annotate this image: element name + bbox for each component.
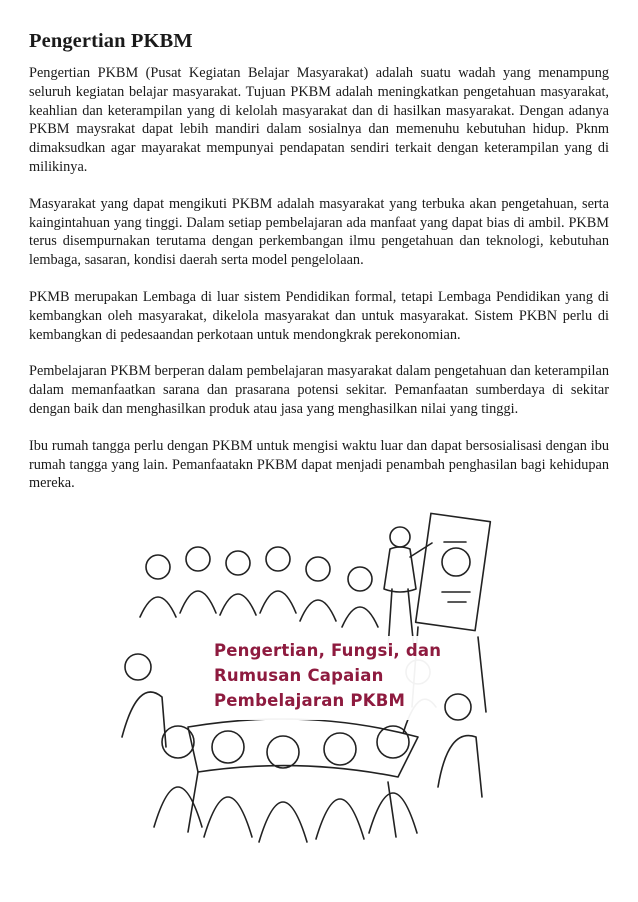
meeting-table <box>188 719 418 837</box>
paragraph-5: Ibu rumah tangga perlu dengan PKBM untuk mengisi waktu luar dan dapat bersosialisasi dengan ibu rumah tangga yang lain. Pemanfaatakn PKBM dapat menjadi penambah penghasilan bagi kehidupan mereka. <box>29 437 609 492</box>
caption-line-1: Pengertian, Fungsi, dan <box>214 641 442 660</box>
paragraph-2: Masyarakat yang dapat mengikuti PKBM adalah masyarakat yang terbuka akan pengetahuan, serta kaingintahuan yang tinggi. Dalam setiap pembelajaran ada manfaat yang dapat bias di ambil. PKBM terus disempurnakan terutama dengan perkembangan ilmu pengetahuan dan teknologi, kebutuhan lembaga, sasaran, kondisi daerah serta model pengelolaan. <box>29 195 609 269</box>
caption-line-3: Pembelajaran PKBM <box>214 691 406 710</box>
back-row-people <box>140 547 378 627</box>
classroom-illustration <box>118 497 496 857</box>
document-title: Pengertian PKBM <box>29 30 193 52</box>
paragraph-1: Pengertian PKBM (Pusat Kegiatan Belajar Masyarakat) adalah suatu wadah yang menampung seluruh kegiatan belajar masyarakat. Tujuan PKBM adalah meningkatkan pengetahuan masyarakat, keahlian dan keterampilan yang di kelolah masyarakat dan di hasilkan masyarakat. Dengan adanya PKBM maysrakat dapat lebih mandiri dalam sosialnya dan memenuhu kebutuhan hidup. Pknm dimaksudkan agar mayarakat mempunyai pendapatan sendiri terkait dengan keterampilan yang di milikinya. <box>29 65 609 175</box>
document-page <box>29 30 609 511</box>
paragraph-4: Pembelajaran PKBM berperan dalam pembelajaran masyarakat dalam pengetahuan dan keterampilan dalam memanfaatkan sarana dan prasarana potensi sekitar. Pemanfaatan sumberdaya di sekitar dengan baik dan menghasilkan produk atau jasa yang menghasilkan nilai yang tinggi. <box>29 363 609 417</box>
caption-line-2: Rumusan Capaian <box>214 666 384 685</box>
paragraph-3: PKMB merupakan Lembaga di luar sistem Pendidikan formal, tetapi Lembaga Pendidikan yang di kembangkan oleh masyarakat, dikelola masyarakat dan untuk masyarakat. Sistem PKBN perlu di kembangkan di pedesaandan perkotaan untuk mendongkrak perekonomian. <box>29 288 609 343</box>
